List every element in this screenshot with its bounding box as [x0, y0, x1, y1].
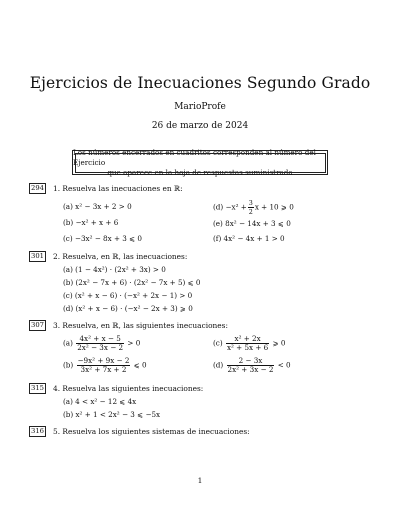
- relation: ⩽ 0: [133, 360, 147, 370]
- exercise-item: (a) x² − 3x + 2 > 0: [63, 202, 132, 211]
- fraction: [76, 335, 124, 352]
- exercise-code-box: 316: [29, 426, 46, 437]
- numerator: x² + 2x: [234, 334, 261, 343]
- exercise-item: [213, 335, 285, 352]
- exercise-code-box: 301: [29, 251, 46, 262]
- fraction: [227, 357, 275, 374]
- exercise-item: (a) 4 < x² − 12 ⩽ 4x: [63, 397, 137, 406]
- fraction: [226, 335, 269, 352]
- numerator: 3: [248, 199, 253, 207]
- fraction: [77, 357, 131, 374]
- document-title: Ejercicios de Inecuaciones Segundo Grado: [29, 74, 371, 92]
- exercise-item: (d) (x² + x − 6) · (−x² − 2x + 3) ⩾ 0: [63, 304, 193, 313]
- numerator: 2 − 3x: [238, 356, 263, 365]
- exercise-code-box: 315: [29, 383, 46, 394]
- item-text: x + 10 ⩾ 0: [254, 202, 294, 212]
- exercise-statement: 2. Resuelva, en ℝ, las inecuaciones:: [53, 252, 188, 261]
- exercise-code-box: 307: [29, 320, 46, 331]
- fraction: [248, 199, 254, 216]
- exercise-item: [63, 335, 140, 352]
- author: MarioProfe: [174, 102, 226, 112]
- exercise-item: (c) (x² + x − 6) · (−x² + 2x − 1) > 0: [63, 291, 193, 300]
- exercise-code-box: 294: [29, 183, 46, 194]
- relation: < 0: [277, 360, 291, 370]
- denominator: 2x² + 3x − 2: [227, 365, 274, 374]
- denominator: x² + 5x + 6: [226, 343, 269, 352]
- exercise-statement: 1. Resuelva las inecuaciones en ℝ:: [53, 184, 183, 193]
- exercise-item: (b) x² + 1 < 2x² − 3 ⩽ −5x: [63, 410, 161, 419]
- exercise-item: [213, 199, 294, 216]
- item-label: (d): [213, 360, 224, 370]
- notice-line-2: que aparece en la hoja de respuestas suministrada: [107, 167, 293, 177]
- item-label: (c): [213, 338, 223, 348]
- exercise-item: [63, 357, 147, 374]
- exercise-statement: 5. Resuelva los siguientes sistemas de inecuaciones:: [53, 427, 250, 436]
- exercise-item: (f) 4x² − 4x + 1 > 0: [213, 234, 285, 243]
- denominator: 3x² + 7x + 2: [77, 365, 131, 374]
- exercise-item: (e) 8x² − 14x + 3 ⩽ 0: [213, 219, 291, 228]
- exercise-item: (b) (2x² − 7x + 6) · (2x² − 7x + 5) ⩽ 0: [63, 278, 201, 287]
- exercise-statement: 4. Resuelva las siguientes inecuaciones:: [53, 384, 204, 393]
- exercise-item: (c) −3x² − 8x + 3 ⩽ 0: [63, 234, 142, 243]
- denominator: 2: [248, 208, 253, 216]
- item-text: (d) −x² +: [213, 202, 247, 212]
- exercise-item: (b) −x² + x + 6: [63, 218, 119, 227]
- relation: > 0: [127, 338, 141, 348]
- date: 26 de marzo de 2024: [151, 121, 249, 131]
- denominator: 2x² − 3x − 2: [77, 343, 124, 352]
- relation: ⩾ 0: [272, 338, 286, 348]
- item-label: (a): [63, 338, 73, 348]
- notice-line-1: Los números encerrados en cuadritos corresponden al número del Ejercicio: [73, 147, 316, 167]
- page-number: 1: [197, 476, 203, 485]
- notice-box: [72, 147, 328, 177]
- item-label: (b): [63, 360, 74, 370]
- exercise-item: [213, 357, 291, 374]
- exercise-statement: 3. Resuelva, en ℝ, las siguientes inecuaciones:: [53, 321, 228, 330]
- numerator: −9x² + 9x − 2: [77, 356, 130, 365]
- exercise-item: (a) (1 − 4x²) · (2x² + 3x) > 0: [63, 265, 166, 274]
- numerator: 4x² + x − 5: [79, 334, 121, 343]
